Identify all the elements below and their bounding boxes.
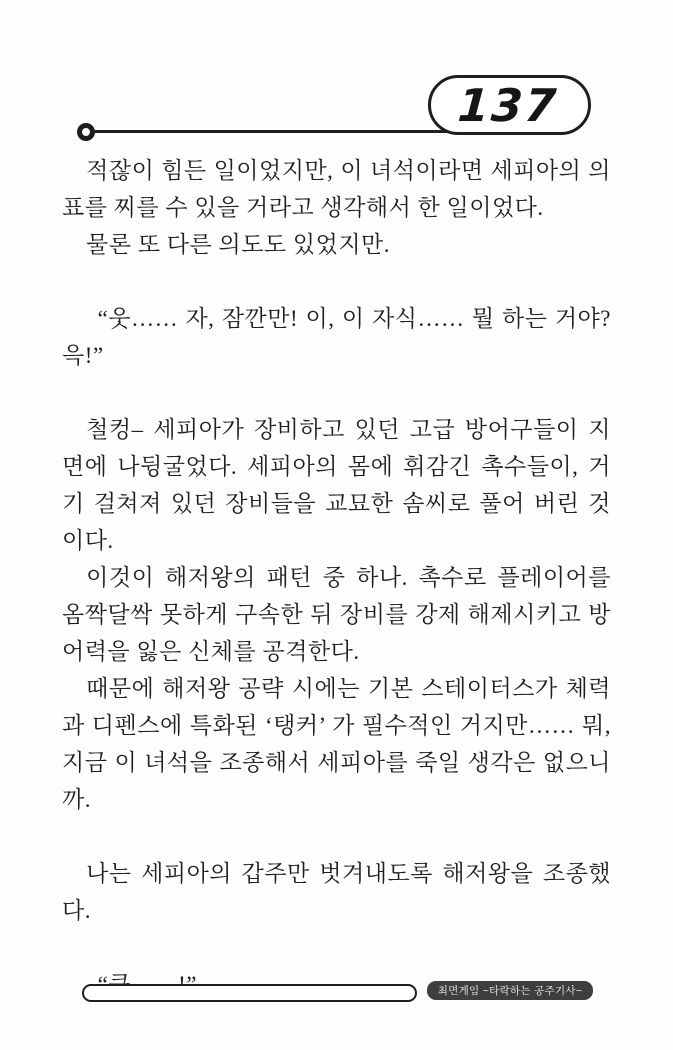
header-line-end-dot bbox=[77, 123, 95, 141]
narration-paragraph: 물론 또 다른 의도도 있었지만. bbox=[86, 232, 391, 257]
text-body bbox=[62, 152, 611, 1003]
narration-paragraph: 철컹– 세피아가 장비하고 있던 고급 방어구들이 지면에 나뒹굴었다. 세피아의 몸에 휘감긴 촉수들이, 거기 걸쳐져 있던 장비들을 교묘한 솜씨로 풀어 버린 것이다. bbox=[62, 417, 611, 553]
header-rule-line bbox=[90, 130, 490, 133]
page-number-badge bbox=[428, 75, 591, 135]
narration-paragraph: 이것이 해저왕의 패턴 중 하나. 촉수로 플레이어를 옴짝달싹 못하게 구속한 뒤 장비를 강제 해제시키고 방어력을 잃은 신체를 공격한다. bbox=[62, 565, 611, 664]
dialogue-paragraph: “웃…… 자, 잠깐만! 이, 이 자식…… 뭘 하는 거야? 윽!” bbox=[62, 306, 611, 368]
footer-empty-pill bbox=[82, 984, 417, 1002]
narration-paragraph: 때문에 해저왕 공략 시에는 기본 스테이터스가 체력과 디펜스에 특화된 ‘탱커’ 가 필수적인 거지만…… 뭐, 지금 이 녀석을 조종해서 세피아를 죽일 생각은 없으니까. bbox=[62, 676, 611, 812]
page-number: 137 bbox=[455, 78, 560, 132]
series-title: 최면게임 ~타락하는 공주기사~ bbox=[437, 985, 583, 997]
narration-paragraph: 나는 세피아의 갑주만 벗겨내도록 해저왕을 조종했다. bbox=[62, 861, 611, 923]
narration-paragraph: 적잖이 힘든 일이었지만, 이 녀석이라면 세피아의 의표를 찌를 수 있을 거라고 생각해서 한 일이었다. bbox=[62, 158, 611, 220]
footer-series-badge bbox=[427, 981, 593, 1000]
